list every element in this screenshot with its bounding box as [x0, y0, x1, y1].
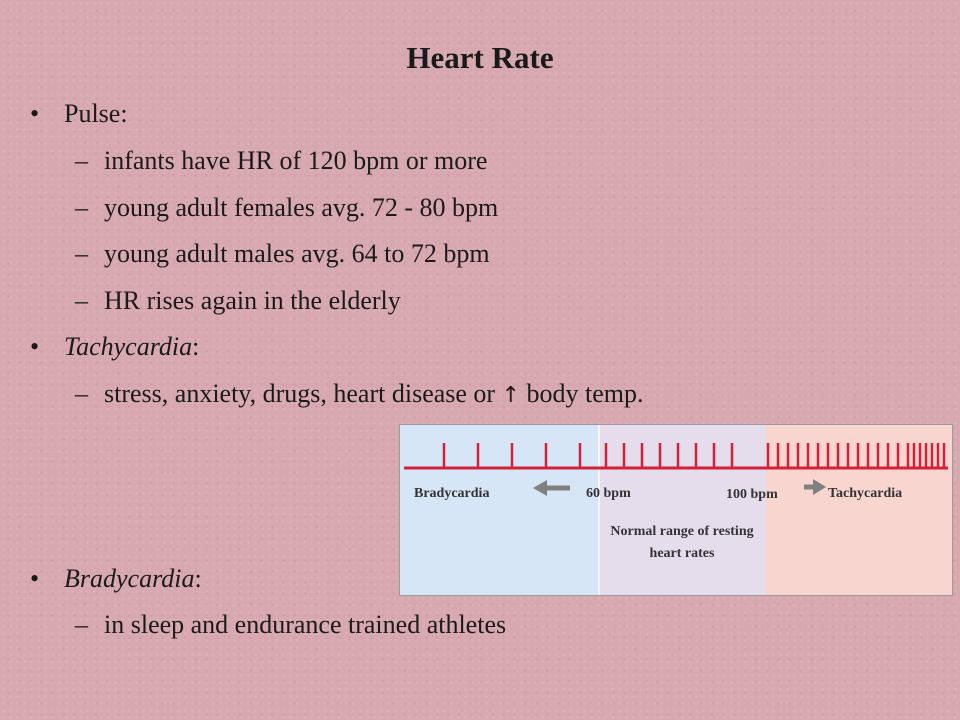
normal-range-label: Normal range of resting heart rates	[610, 524, 754, 561]
dash-marker: –	[75, 146, 88, 175]
100-bpm-label: 100 bpm	[726, 487, 778, 502]
bullet-pulse-label: Pulse:	[64, 99, 128, 128]
tachycardia-label: Tachycardia	[828, 486, 903, 501]
subitem-text: stress, anxiety, drugs, heart disease or	[104, 379, 502, 408]
subitem-text: young adult females avg. 72 - 80 bpm	[104, 193, 499, 222]
left-arrow-icon	[533, 480, 570, 496]
bullet-marker: •	[30, 99, 40, 128]
ecg-trace	[400, 425, 952, 595]
bullet-marker: •	[30, 332, 40, 361]
bullet-suffix: :	[194, 564, 202, 593]
subitem	[75, 192, 498, 224]
subitem	[75, 285, 401, 317]
slide-title: Heart Rate	[406, 40, 554, 75]
bullet-pulse	[30, 98, 128, 130]
subitem-text: in sleep and endurance trained athletes	[104, 610, 507, 639]
bullet-tachycardia-label: Tachycardia	[64, 332, 193, 361]
bullet-tachycardia	[30, 331, 199, 363]
subitem-text: body temp.	[520, 379, 644, 408]
bullet-bradycardia-label: Bradycardia	[64, 564, 195, 593]
dash-marker: –	[75, 286, 88, 315]
dash-marker: –	[75, 193, 88, 222]
subitem-text: young adult males avg. 64 to 72 bpm	[104, 239, 490, 268]
subitem	[75, 609, 506, 641]
dash-marker: –	[75, 239, 88, 268]
dash-marker: –	[75, 379, 88, 408]
heart-rate-figure	[399, 424, 953, 596]
bradycardia-label: Bradycardia	[414, 486, 490, 501]
bullet-suffix: :	[192, 332, 200, 361]
dash-marker: –	[75, 610, 88, 639]
bullet-marker: •	[30, 564, 40, 593]
subitem-text: HR rises again in the elderly	[104, 286, 401, 315]
subitem	[75, 378, 644, 412]
trace-spikes	[444, 443, 944, 468]
subitem	[75, 145, 487, 177]
up-arrow-icon: ↑	[501, 383, 521, 408]
60-bpm-label: 60 bpm	[586, 486, 631, 501]
bullet-bradycardia	[30, 563, 202, 595]
subitem	[75, 238, 490, 270]
subitem-text: infants have HR of 120 bpm or more	[104, 146, 488, 175]
right-arrow-icon	[804, 479, 826, 495]
